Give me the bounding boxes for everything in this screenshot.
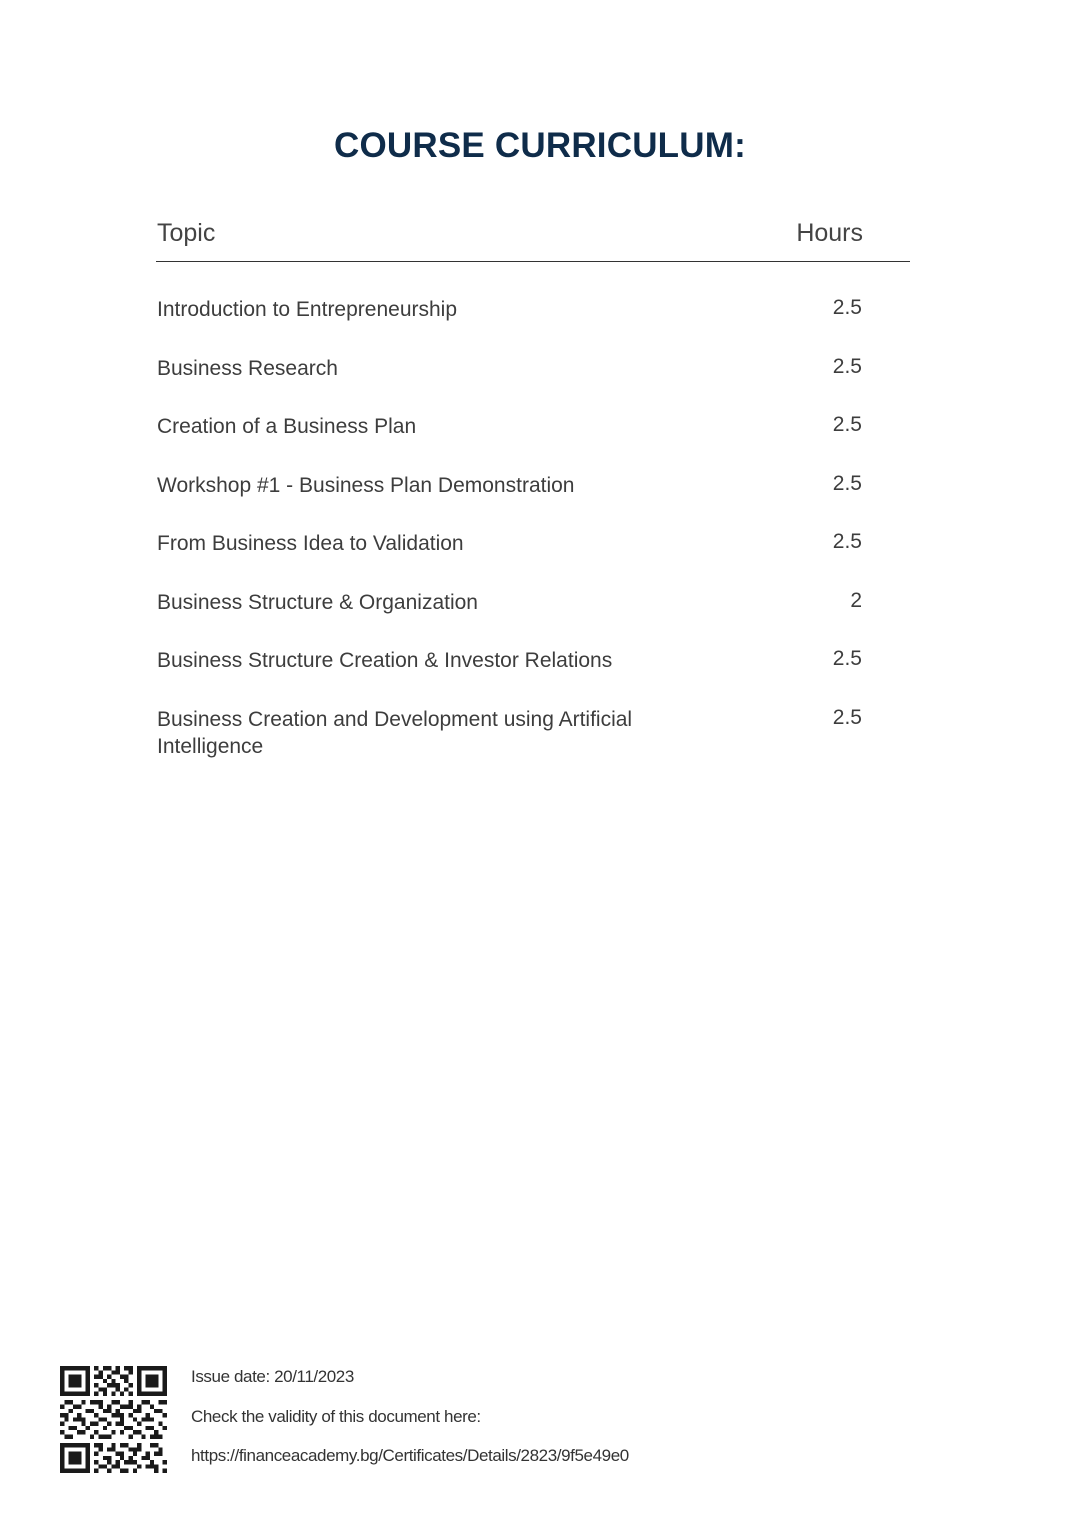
row-topic: From Business Idea to Validation <box>157 532 464 555</box>
curriculum-table <box>156 216 910 764</box>
table-row <box>156 530 910 589</box>
row-hours: 2.5 <box>832 647 862 670</box>
row-hours: 2 <box>850 588 862 612</box>
header-topic: Topic <box>157 219 216 247</box>
row-topic: Creation of a Business Plan <box>157 415 417 438</box>
page-title: COURSE CURRICULUM: <box>334 126 746 165</box>
row-hours: 2.5 <box>832 705 862 729</box>
qr-code-icon <box>60 1366 167 1473</box>
row-hours: 2.5 <box>832 471 862 495</box>
row-topic: Business Structure & Organization <box>157 590 478 614</box>
row-topic: Workshop #1 - Business Plan Demonstration <box>157 473 575 497</box>
validation-link[interactable]: https://financeacademy.bg/Certificates/Details/2823/9f5e49e0 <box>191 1446 629 1465</box>
row-hours: 2.5 <box>832 354 862 378</box>
table-row <box>156 589 910 648</box>
table-header <box>156 216 910 262</box>
table-row <box>156 706 910 765</box>
row-topic: Introduction to Entrepreneurship <box>157 298 458 321</box>
row-topic: Business Research <box>157 356 338 380</box>
issue-date: Issue date: 20/11/2023 <box>191 1367 354 1386</box>
row-topic: Business Creation and Development using Artificial Intelligence <box>157 707 633 758</box>
row-hours: 2.5 <box>832 413 862 436</box>
table-row <box>156 355 910 414</box>
table-row <box>156 472 910 531</box>
table-row <box>156 647 910 706</box>
table-body <box>156 262 910 764</box>
validity-text: Check the validity of this document here: <box>191 1406 481 1426</box>
row-hours: 2.5 <box>832 296 862 319</box>
row-hours: 2.5 <box>832 530 862 553</box>
row-topic: Business Structure Creation & Investor Relations <box>157 649 613 672</box>
footer-text <box>191 1364 629 1483</box>
table-row <box>156 413 910 472</box>
footer <box>60 1364 1020 1474</box>
table-row <box>156 296 910 355</box>
header-hours: Hours <box>796 219 863 247</box>
